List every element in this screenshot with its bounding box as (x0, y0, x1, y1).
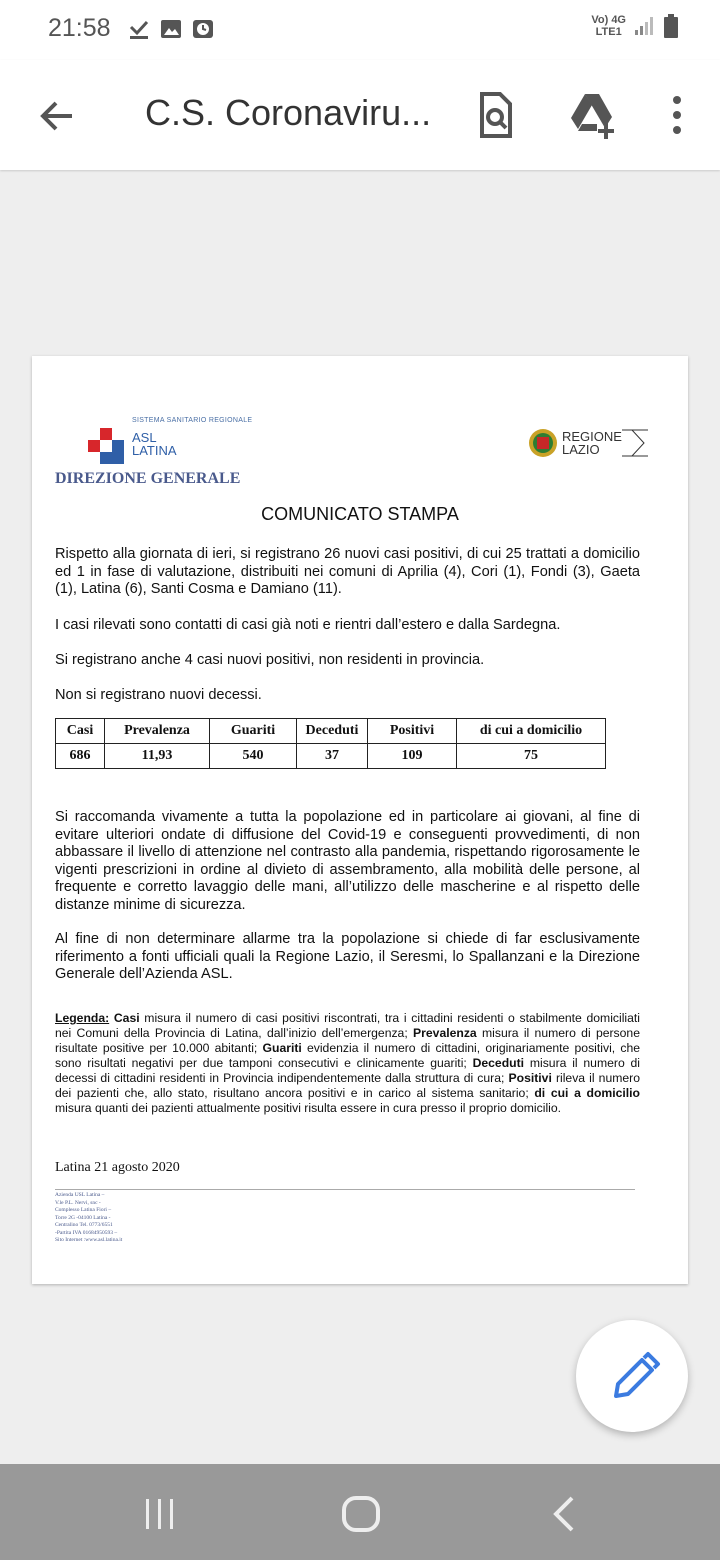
regione-lazio-logo (528, 428, 648, 458)
status-time: 21:58 (48, 14, 111, 42)
drive-add-icon[interactable] (568, 90, 618, 140)
asl-cross-logo-icon (88, 428, 124, 464)
legenda-term-prevalenza: Prevalenza (413, 1026, 477, 1040)
legenda-desc-casi: misura il numero di casi positivi riscontrati, tra i cittadini residenti o stabilmente domiciliati nei Comuni della Provincia di Latina, dall’inizio dell’emergenza; (55, 1011, 640, 1040)
battery-icon (664, 14, 678, 38)
legenda-term-deceduti: Deceduti (472, 1056, 525, 1070)
legenda (55, 1011, 640, 1116)
network-bottom-label: LTE1 (595, 26, 622, 38)
legenda-term-positivi: Positivi (508, 1071, 552, 1085)
table-cell: 540 (210, 744, 297, 769)
document-title: C.S. Coronaviru... (145, 92, 432, 133)
paragraph-5: Si raccomanda vivamente a tutta la popolazione ed in particolare ai giovani, al fine di evitare ulteriori ondate di diffusione del Covid-19 e conseguenti provvedimenti, di non abbassare il livello di attenzione nel contrasto alla pandemia, rispettando rigorosamente le vigenti prescrizioni in ordine al divieto di assembramento, alla mobilità delle persone, al frequente e corretto lavaggio delle mani, all’utilizzo delle mascherine e al rispetto delle distanze minime di sicurezza. (55, 809, 640, 913)
footer-line: V.le P.L. Nervi, snc - (55, 1199, 101, 1206)
paragraph-1: Rispetto alla giornata di ieri, si registrano 26 nuovi casi positivi, di cui 25 trattati a domicilio ed 1 in fase di valutazione, distribuiti nei comuni di Aprilia (4), Cori (1), Fondi (3), Gaeta (1), Latina (6), Santi Cosma e Damiano (11). (55, 546, 640, 597)
search-document-icon[interactable] (470, 90, 520, 140)
asl-subtitle: SISTEMA SANITARIO REGIONALE (132, 417, 253, 424)
paragraph-4: Non si registrano nuovi decessi. (55, 687, 262, 703)
asl-line2: LATINA (132, 443, 177, 458)
table-row (56, 744, 606, 769)
lazio-logo-text (562, 430, 622, 456)
network-label (591, 14, 626, 38)
legenda-desc-deceduti: misura il numero di decessi di cittadini residenti in Provincia indipendentemente dalla struttura di cura; (55, 1056, 640, 1085)
paragraph-2: I casi rilevati sono contatti di casi già noti e rientri dall’estero e dalla Sardegna. (55, 617, 561, 633)
clock-icon (192, 16, 214, 42)
legenda-desc-prevalenza: misura il numero di persone risultate positive per 10.000 abitanti; (55, 1026, 640, 1055)
navigation-bar (0, 1464, 720, 1560)
home-icon[interactable] (340, 1494, 384, 1534)
document-page[interactable] (32, 356, 688, 1284)
footer-line: Torre 2G -04100 Latina - (55, 1214, 111, 1221)
lazio-emblem-icon (528, 428, 558, 458)
table-cell: 37 (297, 744, 368, 769)
footer-line: Azienda USL Latina – (55, 1192, 105, 1198)
table-header: Guariti (210, 719, 297, 744)
app-bar (0, 60, 720, 170)
recent-apps-icon[interactable] (140, 1494, 180, 1534)
paragraph-3: Si registrano anche 4 casi nuovi positivi, non residenti in provincia. (55, 652, 485, 668)
table-header: Prevalenza (105, 719, 210, 744)
legenda-desc-guariti: evidenzia il numero di cittadini, originariamente positivi, che sono risultati negativi per due tamponi consecutivi e clinicamente guariti; (55, 1041, 640, 1070)
legenda-label: Legenda: (55, 1011, 110, 1025)
footer-line: -Partita IVA 01684950593 – (55, 1229, 118, 1236)
table-cell: 109 (368, 744, 457, 769)
legenda-desc-positivi: rileva il numero dei pazienti che, allo stato, risultano ancora positivi e in carico al sistema sanitario; (55, 1071, 640, 1100)
paragraph-6: Al fine di non determinare allarme tra la popolazione si chiede di far esclusivamente riferimento a fonti ufficiali quali la Regione Lazio, il Seresmi, lo Spallanzani e la Direzione Generale dell’Azienda ASL. (55, 931, 640, 982)
network-top-label: Vo) 4G (591, 14, 626, 26)
lazio-line2: LAZIO (562, 442, 600, 457)
status-bar (0, 0, 720, 60)
back-icon[interactable] (546, 1494, 582, 1534)
legenda-term-casi: Casi (113, 1011, 140, 1025)
comunicato-title: COMUNICATO STAMPA (261, 504, 459, 524)
image-icon (160, 16, 182, 42)
footer-address (55, 1192, 122, 1245)
signal-icon (634, 15, 656, 37)
table-header: Deceduti (297, 719, 368, 744)
footer-line: Sito Internet :www.asl.latina.it (55, 1237, 123, 1243)
stats-table (55, 718, 606, 769)
table-cell: 11,93 (105, 744, 210, 769)
footer-line: Centralino Tel. 0773/6551 (55, 1222, 113, 1228)
back-arrow-icon[interactable] (36, 94, 80, 138)
table-cell: 75 (457, 744, 606, 769)
table-header: di cui a domicilio (457, 719, 606, 744)
pencil-edit-icon (576, 1320, 688, 1432)
legenda-term-guariti: Guariti (262, 1041, 302, 1055)
table-header-row (56, 719, 606, 744)
lazio-chevron-icon (622, 428, 648, 458)
footer-line: Complesso Latina Fiori – (55, 1207, 112, 1213)
legenda-desc-domicilio: misura quanti dei pazienti attualmente positivi risulta essere in cura presso il proprio domicilio. (55, 1101, 562, 1115)
more-vert-icon[interactable] (652, 90, 702, 140)
check-download-icon (128, 16, 150, 42)
asl-logo-text (132, 431, 177, 457)
table-header: Positivi (368, 719, 457, 744)
legenda-term-domicilio: di cui a domicilio (534, 1086, 640, 1100)
status-system-icons (591, 14, 678, 38)
edit-fab-button[interactable] (576, 1320, 688, 1432)
table-header: Casi (56, 719, 105, 744)
place-date: Latina 21 agosto 2020 (55, 1160, 180, 1175)
table-cell: 686 (56, 744, 105, 769)
footer-divider (55, 1189, 635, 1190)
asl-line1: ASL (132, 430, 157, 445)
lazio-line1: REGIONE (562, 429, 622, 444)
direzione-generale: DIREZIONE GENERALE (55, 470, 241, 487)
status-notification-icons (128, 16, 214, 42)
